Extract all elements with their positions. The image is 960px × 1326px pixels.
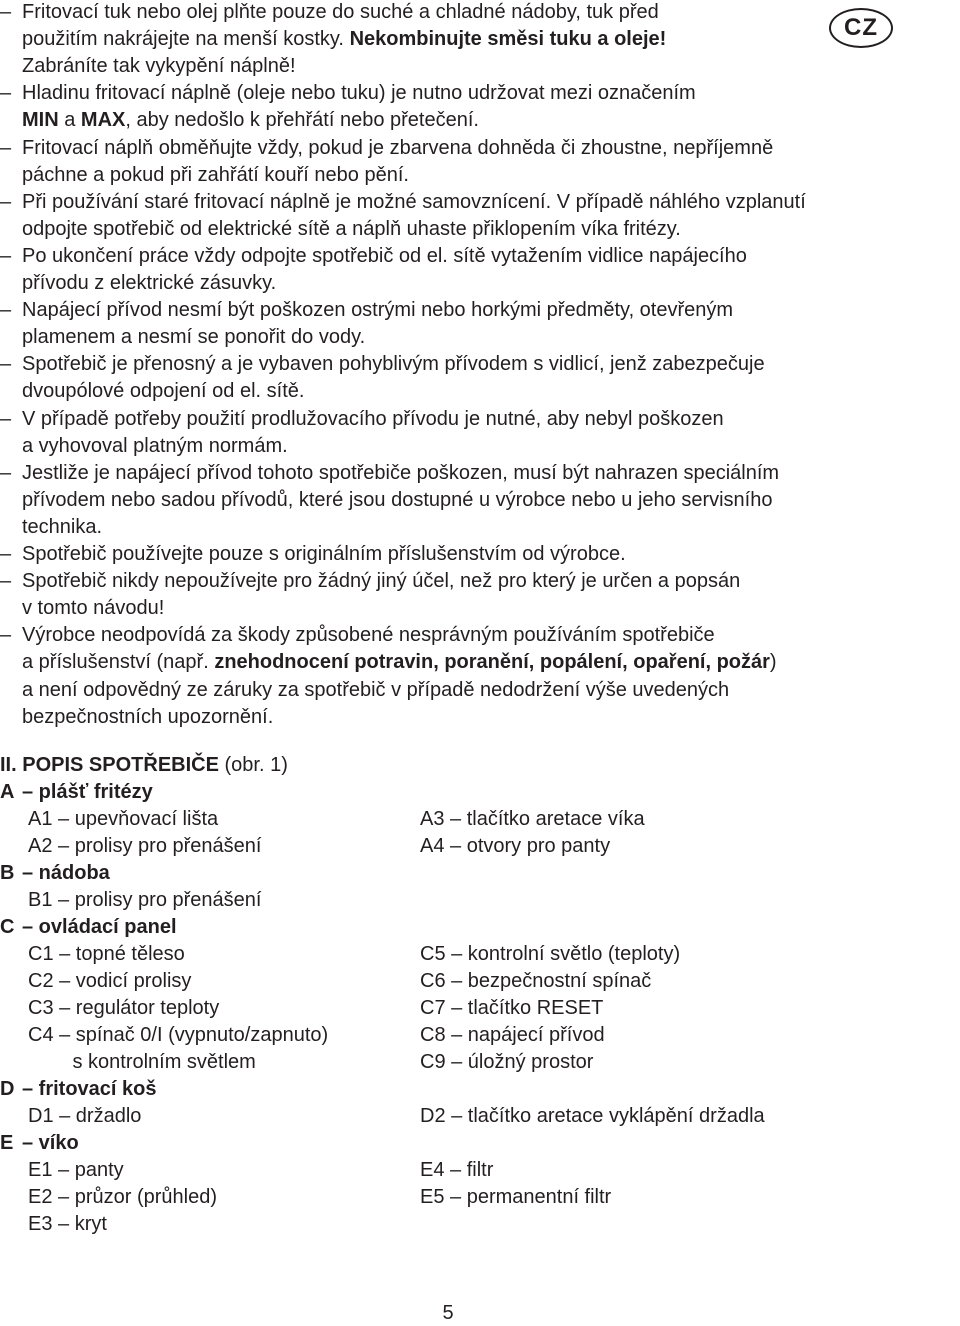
bullet-dash: –	[0, 407, 12, 430]
bullet-dash: –	[0, 82, 12, 105]
text-line	[0, 568, 740, 595]
part-group-heading	[0, 1076, 157, 1103]
text-line	[0, 622, 715, 649]
text-segment: a	[58, 109, 81, 132]
part-item: C4 – spínač 0/I (vypnuto/zapnuto)	[28, 1024, 329, 1046]
bullet-dash: –	[0, 461, 12, 484]
text-segment: dvoupólové odpojení od el. sítě.	[22, 380, 305, 403]
page-number: 5	[442, 1302, 454, 1324]
text-line	[0, 351, 765, 378]
text-segment: Zabráníte tak vykypění náplně!	[22, 55, 296, 78]
text-line	[0, 0, 659, 26]
text-line	[22, 677, 729, 704]
bullet-dash: –	[0, 299, 12, 322]
text-segment: použitím nakrájejte na menší kostky.	[22, 28, 350, 51]
text-segment: Fritovací tuk nebo olej plňte pouze do suché a chladné nádoby, tuk před	[22, 1, 659, 23]
bullet-dash: –	[0, 136, 12, 159]
text-line	[22, 107, 479, 134]
text-line	[22, 53, 296, 80]
part-group-letter: E	[0, 1132, 14, 1154]
text-line	[0, 541, 626, 568]
bullet-dash: –	[0, 244, 12, 267]
text-segment: v tomto návodu!	[22, 597, 165, 620]
part-item: D2 – tlačítko aretace vyklápění držadla	[420, 1105, 765, 1127]
part-group-label: – nádoba	[22, 862, 110, 884]
text-segment: Výrobce neodpovídá za škody způsobené nesprávným používáním spotřebiče	[22, 624, 715, 647]
text-segment: Po ukončení práce vždy odpojte spotřebič od el. sítě vytažením vidlice napájecího	[22, 244, 747, 267]
part-group-letter: B	[0, 862, 15, 884]
text-segment: )	[769, 651, 777, 674]
text-line	[22, 433, 288, 460]
text-line	[22, 162, 409, 189]
text-segment: V případě potřeby použití prodlužovacího přívodu je nutné, aby nebyl poškozen	[22, 407, 724, 430]
text-segment: a vyhovoval platným normám.	[22, 434, 288, 457]
part-group-label: – víko	[22, 1132, 79, 1154]
part-item: C9 – úložný prostor	[420, 1051, 594, 1073]
bullet-dash: –	[0, 543, 12, 565]
part-item: A2 – prolisy pro přenášení	[28, 835, 262, 857]
text-segment: přívodem nebo sadou přívodů, které jsou dostupné u výrobce nebo u jeho servisního	[22, 488, 773, 511]
section-heading	[0, 752, 288, 779]
part-item: C2 – vodicí prolisy	[28, 970, 192, 992]
text-segment: přívodu z elektrické zásuvky.	[22, 272, 277, 294]
part-item: A1 – upevňovací lišta	[28, 808, 219, 830]
part-group-letter: C	[0, 916, 15, 938]
part-group-heading	[0, 914, 177, 941]
text-line	[22, 595, 164, 622]
part-group-label: – plášť fritézy	[22, 781, 153, 803]
part-item: E2 – průzor (průhled)	[28, 1186, 217, 1208]
part-item: B1 – prolisy pro přenášení	[28, 889, 262, 911]
part-group-label: – ovládací panel	[22, 916, 177, 938]
part-group-heading	[0, 779, 153, 806]
text-line	[22, 216, 681, 243]
part-item: C7 – tlačítko RESET	[420, 997, 604, 1019]
text-line	[22, 270, 276, 297]
section-heading-title: II. POPIS SPOTŘEBIČE	[0, 754, 219, 776]
text-segment: Spotřebič nikdy nepoužívejte pro žádný jiný účel, než pro který je určen a popsán	[22, 570, 741, 593]
part-group-letter: D	[0, 1078, 15, 1100]
part-group-label: – fritovací koš	[22, 1078, 157, 1100]
text-segment: Napájecí přívod nesmí být poškozen ostrými nebo horkými předměty, otevřeným	[22, 299, 734, 322]
text-line	[22, 514, 102, 541]
part-item: C1 – topné těleso	[28, 943, 185, 965]
bold-text: znehodnocení potravin, poranění, popálení, opaření, požár	[214, 651, 770, 674]
bullet-dash: –	[0, 624, 12, 647]
part-item: E5 – permanentní filtr	[420, 1186, 612, 1208]
text-line	[22, 26, 666, 53]
text-line	[0, 297, 733, 324]
text-segment: , aby nedošlo k přehřátí nebo přetečení.	[125, 109, 479, 132]
part-item: D1 – držadlo	[28, 1105, 142, 1127]
part-item: E3 – kryt	[28, 1213, 107, 1235]
text-segment: technika.	[22, 515, 103, 538]
part-item: A4 – otvory pro panty	[420, 835, 611, 857]
bold-text: Nekombinujte směsi tuku a oleje!	[349, 28, 667, 51]
part-item: E1 – panty	[28, 1159, 124, 1181]
bold-text: MAX	[80, 109, 126, 132]
text-segment: a není odpovědný ze záruky za spotřebič v případě nedodržení výše uvedených	[22, 678, 730, 701]
text-segment: Fritovací náplň obměňujte vždy, pokud je zbarvena dohněda či zhoustne, nepříjemně	[22, 136, 774, 159]
text-segment: Spotřebič je přenosný a je vybaven pohyblivým přívodem s vidlicí, jenž zabezpečuje	[22, 353, 765, 376]
text-line	[22, 649, 777, 676]
text-segment: Při používání staré fritovací náplně je možné samovznícení. V případě náhlého vzplanutí	[22, 190, 806, 213]
part-item: s kontrolním světlem	[28, 1051, 256, 1073]
text-segment: a příslušenství (např.	[22, 651, 215, 674]
text-line	[0, 189, 806, 216]
bullet-dash: –	[0, 190, 12, 213]
text-line	[0, 243, 747, 270]
bold-text: MIN	[22, 109, 59, 132]
bullet-dash: –	[0, 353, 12, 376]
text-segment: páchne a pokud při zahřátí kouří nebo pění.	[22, 163, 409, 186]
text-line	[0, 135, 773, 162]
part-group-heading	[0, 860, 110, 887]
part-item: C8 – napájecí přívod	[420, 1024, 605, 1046]
part-group-heading	[0, 1130, 79, 1157]
part-group-letter: A	[0, 781, 15, 803]
text-line	[22, 704, 273, 731]
language-badge: CZ	[829, 8, 893, 48]
text-segment: Jestliže je napájecí přívod tohoto spotřebiče poškozen, musí být nahrazen speciálním	[22, 461, 780, 484]
part-item: C3 – regulátor teploty	[28, 997, 220, 1019]
text-line	[22, 487, 772, 514]
part-item: C5 – kontrolní světlo (teploty)	[420, 943, 681, 965]
text-segment: bezpečnostních upozornění.	[22, 705, 274, 728]
bullet-dash: –	[0, 1, 12, 23]
part-item: E4 – filtr	[420, 1159, 494, 1181]
text-line	[0, 406, 724, 433]
text-segment: Spotřebič používejte pouze s originálním příslušenstvím od výrobce.	[22, 543, 626, 565]
text-segment: Hladinu fritovací náplně (oleje nebo tuku) je nutno udržovat mezi označením	[22, 82, 696, 105]
text-line	[0, 460, 779, 487]
part-item: C6 – bezpečnostní spínač	[420, 970, 652, 992]
text-line	[0, 80, 696, 107]
text-line	[22, 378, 304, 405]
text-segment: odpojte spotřebič od elektrické sítě a náplň uhaste přiklopením víka fritézy.	[22, 217, 681, 240]
bullet-dash: –	[0, 570, 12, 593]
text-segment: plamenem a nesmí se ponořit do vody.	[22, 326, 366, 349]
part-item: A3 – tlačítko aretace víka	[420, 808, 645, 830]
text-line	[22, 324, 365, 351]
section-heading-ref: (obr. 1)	[218, 754, 288, 776]
